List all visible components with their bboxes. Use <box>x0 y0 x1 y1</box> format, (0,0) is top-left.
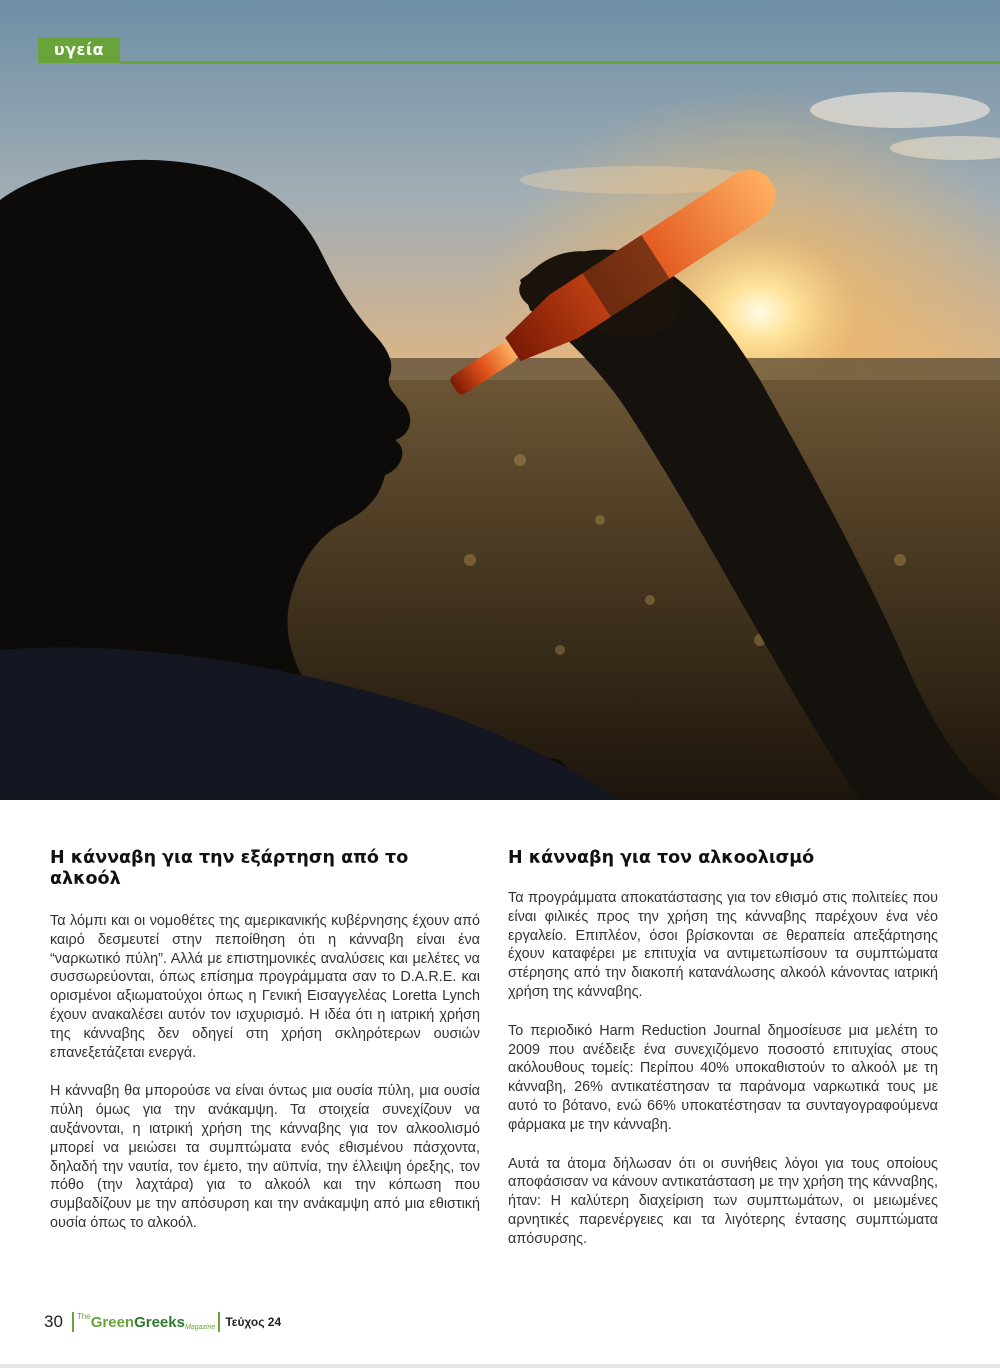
brand-greeks: Greeks <box>134 1313 185 1331</box>
left-heading: Η κάνναβη για την εξάρτηση από το αλκοόλ <box>50 848 409 889</box>
left-paragraph-2: Η κάνναβη θα μπορούσε να είναι όντως μια ουσία πύλη, μια ουσία πύλη όμως για την ανάκαμψη. Τα στοιχεία συνεχίζουν να αυξάνονται, η ιατρική χρήση της κάνναβης για τον αλκοολισμό μπορεί να μειώσει τα συμπτώματα ενός εθισμένου πάσχοντα, δηλαδή την ναυτία, τον έμετο, την αϋπνία, την έλλειψη όρεξης, τον πόθο (την λαχτάρα) για το αλκοόλ και την κόπωση που συμβαδίζουν με την απόσυρση και την ανάκαμψη από μια εθιστική ουσία όπως το αλκοόλ. <box>50 1083 480 1231</box>
page-footer <box>44 1310 281 1334</box>
section-rule <box>120 61 1000 64</box>
brand-green: Green <box>90 1313 135 1331</box>
section-tag: υγεία <box>38 37 120 63</box>
right-paragraph-3: Αυτά τα άτομα δήλωσαν ότι οι συνήθεις λόγοι για τους οποίους αποφάσισαν να κάνουν αντικατάσταση με την χρήση της κάνναβης, ήταν: Η καλύτερη διαχείριση των συμπτωμάτων, οι μειωμένες αρνητικές παρενέργειες και τα λιγότερης έντασης συμπτώματα απόσυρσης. <box>508 1155 938 1247</box>
page-bottom-edge <box>0 1364 1000 1368</box>
footer-divider-2 <box>218 1312 220 1332</box>
right-paragraph-1: Τα προγράμματα αποκατάστασης για τον εθισμό στις πολιτείες που είναι φιλικές προς την χρήση της κάνναβης παρέχουν ένα νέο εργαλείο. Επιπλέον, όσοι βρίσκονται σε θεραπεία απεξάρτησης έχουν καταφέρει με επιτυχία να αντιμετωπίσουν τα συμπτώματα στέρησης από την διακοπή κατανάλωσης αλκοόλ κάνοντας ιατρική χρήση της κάνναβης. <box>508 890 938 1000</box>
right-paragraph-2: Το περιοδικό Harm Reduction Journal δημοσίευσε μια μελέτη το 2009 που ανέδειξε ένα συνεχιζόμενο ποσοστό επιτυχίας στους ακόλουθους τομείς: Περίπου 40% υποκαθιστούν το αλκοόλ με τη κάνναβη, 26% αντικατέστησαν τα παράνομα ναρκωτικά τους με αυτό το βότανο, ενώ 66% υποκατέστησαν τα συνταγογραφούμενα φάρμακα με την κάνναβη. <box>508 1022 938 1133</box>
brand-the: The <box>76 1312 91 1321</box>
right-column <box>508 848 938 1269</box>
footer-divider <box>72 1312 74 1332</box>
left-paragraph-1: Τα λόμπι και οι νομοθέτες της αμερικανικής κυβέρνησης έχουν από καιρό δεσμευτεί στην πεποίθηση ότι η κάνναβη είναι ένα “ναρκωτικό πύλη”. Αλλά με επιστημονικές αναλύσεις και μελέτες να συσσωρεύονται, όπως επίσημα προγράμματα σαν το D.A.R.E. και ορισμένοι αξιωματούχοι όπως η Γενική Εισαγγελέας Loretta Lynch έχουν ανακαλέσει αυτόν τον ισχυρισμό. Η ιδέα ότι η ιατρική χρήση της κάνναβης δεν οδηγεί στη χρήση σκληρότερων ουσιών επανεξετάζεται ενεργά. <box>50 913 480 1061</box>
brand-magazine: Magazine <box>184 1324 216 1331</box>
left-column <box>50 848 480 1253</box>
issue-number: Τεύχος 24 <box>225 1315 282 1329</box>
right-heading: Η κάνναβη για τον αλκοολισμό <box>508 848 815 868</box>
page-number: 30 <box>44 1312 63 1331</box>
